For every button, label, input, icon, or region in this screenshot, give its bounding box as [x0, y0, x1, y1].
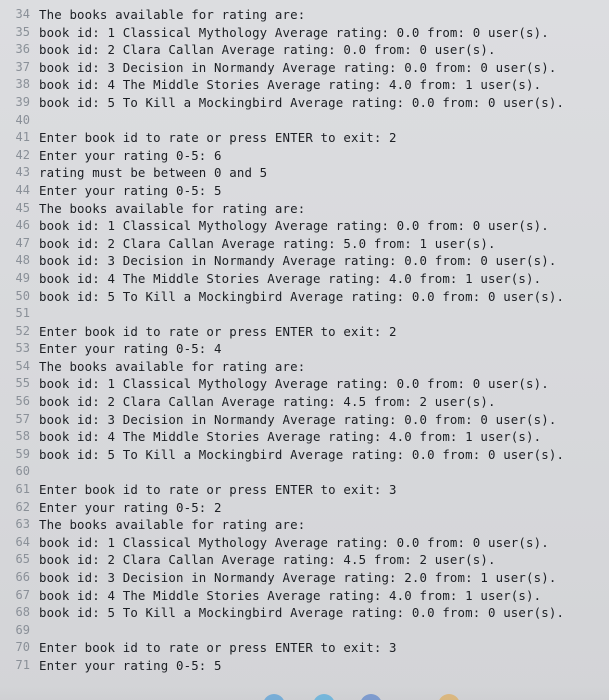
console-line: [0, 622, 609, 640]
console-line: [0, 446, 609, 464]
console-line: [0, 481, 609, 499]
console-line: [0, 270, 609, 288]
console-line: [0, 182, 609, 200]
line-number: 67: [15, 587, 30, 602]
line-number: 61: [15, 482, 30, 497]
line-number: 43: [15, 165, 30, 180]
console-line: [0, 587, 609, 605]
line-number: 68: [15, 605, 30, 620]
line-number: 54: [15, 358, 30, 373]
console-line-text: book id: 4 The Middle Stories Average rating: 4.0 from: 1 user(s).: [39, 270, 542, 286]
taskbar-icon-fragment: [360, 694, 382, 700]
taskbar-edge: [0, 686, 609, 700]
console-line: [0, 288, 609, 306]
console-line-text: Enter your rating 0-5: 5: [39, 182, 222, 198]
console-line: [0, 534, 609, 552]
console-line: [0, 305, 609, 323]
line-number: 64: [15, 534, 30, 549]
console-line: [0, 551, 609, 569]
console-line-text: [39, 463, 609, 481]
console-line: [0, 639, 609, 657]
line-number: 55: [15, 376, 30, 391]
console-line: [0, 164, 609, 182]
line-number: 66: [15, 570, 30, 584]
console-line: [0, 235, 609, 253]
line-number: 69: [15, 622, 30, 637]
line-number: 49: [15, 270, 30, 285]
console-line-text: The books available for rating are:: [39, 200, 306, 216]
line-number: 56: [15, 394, 30, 409]
console-line: [0, 41, 609, 59]
console-line-text: book id: 5 To Kill a Mockingbird Average rating: 0.0 from: 0 user(s).: [39, 94, 565, 110]
console-line-text: book id: 1 Classical Mythology Average rating: 0.0 from: 0 user(s).: [39, 218, 549, 234]
console-line-text: book id: 4 The Middle Stories Average rating: 4.0 from: 1 user(s).: [39, 587, 542, 603]
console-line: [0, 516, 609, 534]
console-line-text: book id: 4 The Middle Stories Average rating: 4.0 from: 1 user(s).: [39, 77, 542, 93]
console-line-text: [39, 112, 609, 130]
line-number: 35: [15, 24, 30, 39]
console-line: [0, 657, 609, 675]
console-line-text: book id: 5 To Kill a Mockingbird Average rating: 0.0 from: 0 user(s).: [39, 446, 565, 462]
console-line-text: book id: 2 Clara Callan Average rating: 0.0 from: 0 user(s).: [39, 42, 496, 58]
line-number: 45: [15, 200, 30, 215]
console-line-text: Enter book id to rate or press ENTER to exit: 3: [39, 482, 397, 498]
line-number: 38: [15, 77, 30, 92]
line-number: 70: [15, 640, 30, 655]
console-line-text: book id: 4 The Middle Stories Average rating: 4.0 from: 1 user(s).: [39, 429, 542, 445]
console-line: [0, 358, 609, 376]
line-number: 60: [15, 464, 30, 479]
console-line: [0, 393, 609, 411]
console-line: [0, 411, 609, 429]
console-line: [0, 94, 609, 112]
console-line-text: book id: 1 Classical Mythology Average rating: 0.0 from: 0 user(s).: [39, 376, 549, 392]
console-line-text: book id: 3 Decision in Normandy Average rating: 0.0 from: 0 user(s).: [39, 59, 557, 75]
line-number: 65: [15, 552, 30, 567]
line-number: 42: [15, 147, 30, 162]
console-line-text: book id: 2 Clara Callan Average rating: 4.5 from: 2 user(s).: [39, 552, 496, 568]
taskbar-icon-fragment: [438, 694, 460, 700]
console-line: [0, 375, 609, 393]
line-number: 37: [15, 59, 30, 74]
console-line: [0, 129, 609, 147]
console-line-text: book id: 5 To Kill a Mockingbird Average rating: 0.0 from: 0 user(s).: [39, 288, 565, 304]
console-line-text: [39, 305, 609, 323]
line-number: 52: [15, 323, 30, 338]
console-line-text: book id: 3 Decision in Normandy Average rating: 0.0 from: 0 user(s).: [39, 253, 557, 269]
console-line: [0, 112, 609, 130]
line-number: 57: [15, 411, 30, 426]
line-number: 59: [15, 446, 30, 461]
console-line-text: The books available for rating are:: [39, 358, 306, 374]
console-line: [0, 428, 609, 446]
console-line-text: book id: 1 Classical Mythology Average rating: 0.0 from: 0 user(s).: [39, 24, 549, 40]
line-number: 36: [15, 42, 30, 57]
line-number: 44: [15, 182, 30, 197]
line-number: 48: [15, 253, 30, 268]
console-line: [0, 252, 609, 270]
console-line-text: book id: 1 Classical Mythology Average rating: 0.0 from: 0 user(s).: [39, 534, 549, 550]
console-line: [0, 604, 609, 622]
taskbar-icon-fragment: [263, 694, 285, 700]
line-number: 51: [15, 306, 30, 321]
console-line-text: Enter your rating 0-5: 5: [39, 657, 222, 673]
line-number: 46: [15, 218, 30, 233]
console-line: [0, 569, 609, 587]
console-line-text: book id: 3 Decision in Normandy Average rating: 0.0 from: 0 user(s).: [39, 411, 557, 427]
console-line-text: Enter book id to rate or press ENTER to exit: 2: [39, 130, 397, 146]
console-line-text: The books available for rating are:: [39, 7, 306, 22]
console-line: [0, 6, 609, 24]
console-line: [0, 323, 609, 341]
line-number: 40: [15, 112, 30, 127]
line-number: 71: [15, 657, 30, 672]
console-line: [0, 217, 609, 235]
line-number: 34: [15, 7, 30, 21]
line-number: 62: [15, 499, 30, 514]
console-line-text: Enter your rating 0-5: 2: [39, 499, 222, 515]
console-line-text: rating must be between 0 and 5: [39, 165, 268, 181]
line-number: 39: [15, 94, 30, 109]
console-line: [0, 463, 609, 481]
console-line: [0, 340, 609, 358]
console-line-text: The books available for rating are:: [39, 517, 306, 533]
console-line: [0, 59, 609, 77]
console-line-text: Enter your rating 0-5: 6: [39, 147, 222, 163]
console-line-text: book id: 5 To Kill a Mockingbird Average rating: 0.0 from: 0 user(s).: [39, 605, 565, 621]
line-number: 53: [15, 341, 30, 356]
console-line-text: Enter your rating 0-5: 4: [39, 341, 222, 357]
console-line: [0, 76, 609, 94]
console-line: [0, 24, 609, 42]
taskbar-icon-fragment: [313, 694, 335, 700]
console-line-text: Enter book id to rate or press ENTER to exit: 3: [39, 640, 397, 656]
console-line: [0, 499, 609, 517]
line-number: 47: [15, 235, 30, 250]
console-lines: [0, 6, 609, 675]
line-number: 50: [15, 288, 30, 303]
console-line-text: book id: 3 Decision in Normandy Average rating: 2.0 from: 1 user(s).: [39, 570, 557, 585]
console-line: [0, 200, 609, 218]
console-line: [0, 147, 609, 165]
console-line-text: Enter book id to rate or press ENTER to exit: 2: [39, 323, 397, 339]
line-number: 41: [15, 130, 30, 145]
console-line-text: book id: 2 Clara Callan Average rating: 4.5 from: 2 user(s).: [39, 394, 496, 410]
console-line-text: [39, 622, 609, 640]
line-number: 63: [15, 517, 30, 532]
console-line-text: book id: 2 Clara Callan Average rating: 5.0 from: 1 user(s).: [39, 235, 496, 251]
line-number: 58: [15, 429, 30, 444]
